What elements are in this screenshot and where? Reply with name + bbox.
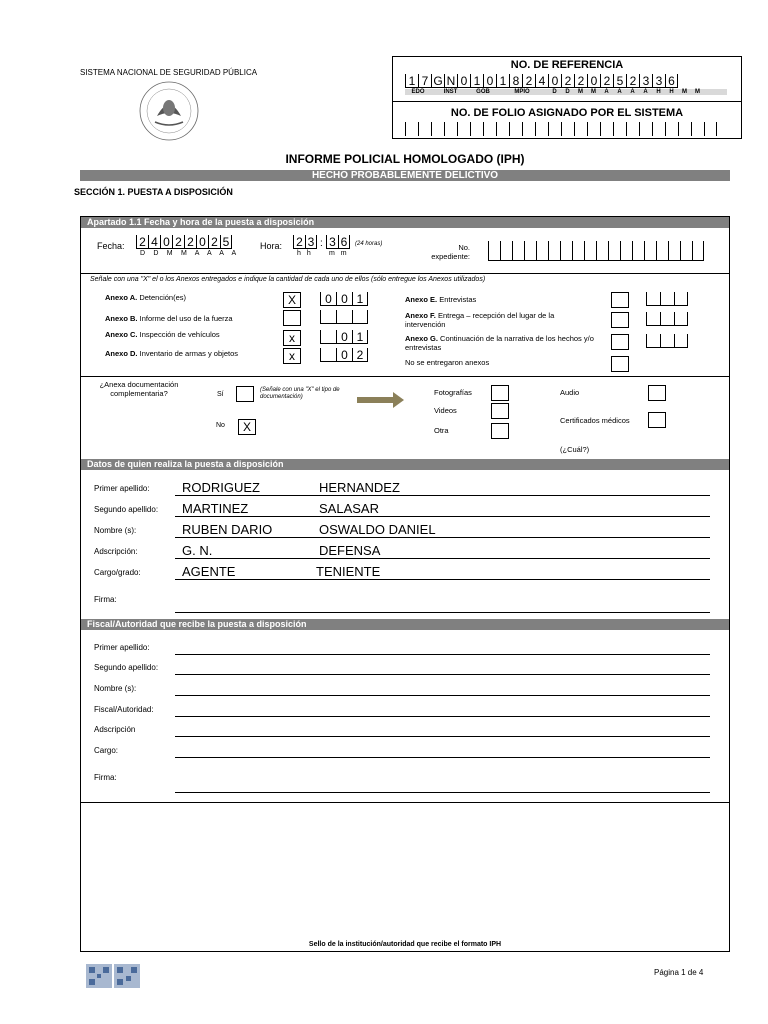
anexo-d-label: Anexo D. Inventario de armas y objetos: [105, 349, 238, 358]
documentacion-si-check[interactable]: [236, 386, 254, 402]
anexo-c-label: Anexo C. Inspección de vehículos: [105, 330, 220, 339]
expediente-cell[interactable]: [536, 241, 548, 261]
anexo-a-label: Anexo A. Detención(es): [105, 293, 187, 302]
anexo-e-label: Anexo E. Entrevistas: [405, 295, 477, 304]
folio-cell[interactable]: [652, 122, 665, 136]
fecha-digit: 0: [196, 235, 208, 249]
reference-digit: 4: [535, 74, 548, 88]
primer-apellido-1: RODRIGUEZ: [182, 480, 260, 495]
folio-cell[interactable]: [444, 122, 457, 136]
expediente-cell[interactable]: [644, 241, 656, 261]
anexo-d-qty[interactable]: 0 2: [320, 348, 368, 362]
hora-hh[interactable]: 2 3: [293, 235, 317, 249]
folio-cell[interactable]: [600, 122, 613, 136]
fecha-sublabel: D D M M A A A A: [140, 250, 240, 257]
reference-digit: 2: [522, 74, 535, 88]
section-title: SECCIÓN 1. PUESTA A DISPOSICIÓN: [74, 187, 233, 197]
folio-cell[interactable]: [587, 122, 600, 136]
expediente-cell[interactable]: [596, 241, 608, 261]
fecha-digit: 2: [136, 235, 148, 249]
page-title: INFORME POLICIAL HOMOLOGADO (IPH): [285, 152, 525, 166]
reference-digit: 6: [665, 74, 678, 88]
folio-cell[interactable]: [431, 122, 444, 136]
hora-label: Hora:: [260, 241, 283, 251]
reference-digit: 2: [626, 74, 639, 88]
folio-cell[interactable]: [613, 122, 626, 136]
reference-digit: 0: [457, 74, 470, 88]
reference-digit: 8: [509, 74, 522, 88]
reference-digit: 2: [600, 74, 613, 88]
hora-note: (24 horas): [355, 241, 383, 247]
apartado-bar: Apartado 1.1 Fecha y hora de la puesta a disposición: [81, 217, 729, 228]
expediente-cell[interactable]: [524, 241, 536, 261]
folio-cell[interactable]: [639, 122, 652, 136]
expediente-cells[interactable]: [488, 241, 704, 261]
anexos-instruction: Señale con una "X" el o los Anexos entregados e indique la cantidad de cada uno de ellos (sólo entregue los Anexos utilizados): [90, 276, 486, 283]
sello-label: Sello de la institución/autoridad que recibe el formato IPH: [308, 941, 502, 948]
folio-cell[interactable]: [457, 122, 470, 136]
documentacion-no-check[interactable]: X: [238, 419, 256, 435]
expediente-cell[interactable]: [560, 241, 572, 261]
expediente-cell[interactable]: [500, 241, 512, 261]
reference-digit: G: [431, 74, 444, 88]
cargo-1: AGENTE: [182, 564, 236, 579]
reference-digit: 7: [418, 74, 431, 88]
reference-digit: 5: [613, 74, 626, 88]
reference-number: [405, 74, 678, 88]
anexo-g-check[interactable]: [611, 334, 629, 350]
documentacion-note: (Señale con una "X" el tipo de documentación): [260, 387, 340, 400]
anexo-f-qty[interactable]: [646, 312, 688, 326]
fecha-digits[interactable]: [136, 235, 232, 249]
anexo-b-qty[interactable]: [320, 310, 368, 324]
reference-digit: N: [444, 74, 457, 88]
expediente-cell[interactable]: [572, 241, 584, 261]
expediente-label: No. expediente:: [431, 243, 470, 261]
folio-cell[interactable]: [691, 122, 704, 136]
reference-sublabels: EDO INST GOB MPIO D D M M A A A A H H M M: [405, 89, 727, 95]
anexo-f-check[interactable]: [611, 312, 629, 328]
reference-digit: 0: [587, 74, 600, 88]
firma-line[interactable]: [175, 612, 710, 613]
fecha-digit: 2: [184, 235, 196, 249]
folio-cell[interactable]: [470, 122, 483, 136]
fiscal-cargo-line[interactable]: [175, 757, 710, 758]
reference-digit: 1: [496, 74, 509, 88]
folio-cell[interactable]: [509, 122, 522, 136]
folio-cell[interactable]: [418, 122, 431, 136]
segundo-apellido-2: SALASAR: [319, 501, 379, 516]
expediente-cell[interactable]: [680, 241, 692, 261]
fiscal-nombre-line[interactable]: [175, 695, 710, 696]
fiscal-autoridad-line[interactable]: [175, 716, 710, 717]
certificados-check[interactable]: [648, 412, 666, 428]
anexo-a-qty[interactable]: 0 0 1: [320, 292, 368, 306]
fotografias-check[interactable]: [491, 385, 509, 401]
reference-digit: 3: [652, 74, 665, 88]
expediente-cell[interactable]: [512, 241, 524, 261]
fiscal-bar: Fiscal/Autoridad que recibe la puesta a disposición: [81, 619, 729, 630]
anexo-none-label: No se entregaron anexos: [405, 358, 490, 367]
audio-check[interactable]: [648, 385, 666, 401]
arrow-right-icon: [357, 392, 405, 408]
anexo-a-check[interactable]: X: [283, 292, 301, 308]
folio-cells[interactable]: [405, 122, 717, 136]
expediente-cell[interactable]: [488, 241, 500, 261]
fecha-digit: 0: [160, 235, 172, 249]
expediente-cell[interactable]: [548, 241, 560, 261]
primer-apellido-2: HERNANDEZ: [319, 480, 400, 495]
folio-cell[interactable]: [574, 122, 587, 136]
anexo-d-check[interactable]: x: [283, 348, 301, 364]
anexo-c-check[interactable]: x: [283, 330, 301, 346]
folio-cell[interactable]: [535, 122, 548, 136]
expediente-cell[interactable]: [632, 241, 644, 261]
anexo-c-qty[interactable]: 0 1: [320, 330, 368, 344]
fecha-digit: 4: [148, 235, 160, 249]
reference-digit: 2: [561, 74, 574, 88]
reference-digit: 3: [639, 74, 652, 88]
qr-code-icon: [86, 964, 140, 988]
reference-box: [392, 56, 742, 139]
fecha-digit: 2: [208, 235, 220, 249]
hora-mm[interactable]: 3 6: [326, 235, 350, 249]
adscripcion-2: DEFENSA: [319, 543, 381, 558]
fecha-label: Fecha:: [97, 241, 125, 251]
cargo-2: TENIENTE: [316, 564, 381, 579]
folio-cell[interactable]: [522, 122, 535, 136]
fiscal-segundo-line[interactable]: [175, 674, 710, 675]
anexo-g-qty[interactable]: [646, 334, 688, 348]
page-number: Página 1 de 4: [654, 968, 704, 977]
expediente-cell[interactable]: [656, 241, 668, 261]
reference-digit: 1: [470, 74, 483, 88]
nombre-1: RUBEN DARIO: [182, 522, 273, 537]
fiscal-firma-line[interactable]: [175, 792, 710, 793]
anexo-b-check[interactable]: [283, 310, 301, 326]
folio-cell[interactable]: [561, 122, 574, 136]
folio-cell[interactable]: [678, 122, 691, 136]
documentacion-question: ¿Anexa documentación complementaria?: [99, 380, 179, 398]
folio-cell[interactable]: [496, 122, 509, 136]
fiscal-adscripcion-line[interactable]: [175, 736, 710, 737]
subtitle-bar: HECHO PROBABLEMENTE DELICTIVO: [80, 170, 730, 181]
fecha-digit: 5: [220, 235, 232, 249]
folio-cell[interactable]: [626, 122, 639, 136]
agency-name: SISTEMA NACIONAL DE SEGURIDAD PÚBLICA: [80, 68, 258, 77]
expediente-cell[interactable]: [668, 241, 680, 261]
folio-cell[interactable]: [665, 122, 678, 136]
national-seal-icon: [135, 80, 203, 142]
anexo-e-check[interactable]: [611, 292, 629, 308]
folio-title: NO. DE FOLIO ASIGNADO POR EL SISTEMA: [450, 107, 684, 119]
reference-digit: 0: [483, 74, 496, 88]
reference-title: NO. DE REFERENCIA: [510, 59, 624, 71]
expediente-cell[interactable]: [692, 241, 704, 261]
anexo-g-label: Anexo G. Continuación de la narrativa de los hechos y/o entrevistas: [405, 334, 594, 352]
anexo-e-qty[interactable]: [646, 292, 688, 306]
quien-bar: Datos de quien realiza la puesta a disposición: [81, 459, 729, 470]
expediente-cell[interactable]: [620, 241, 632, 261]
expediente-cell[interactable]: [584, 241, 596, 261]
reference-digit: 2: [574, 74, 587, 88]
folio-cell[interactable]: [548, 122, 561, 136]
fiscal-primer-line[interactable]: [175, 654, 710, 655]
nombre-2: OSWALDO DANIEL: [319, 522, 436, 537]
anexo-f-label: Anexo F. Entrega – recepción del lugar de la intervención: [405, 311, 555, 329]
videos-check[interactable]: [491, 403, 509, 419]
folio-cell[interactable]: [704, 122, 717, 136]
segundo-apellido-1: MARTINEZ: [182, 501, 249, 516]
adscripcion-1: G. N.: [182, 543, 213, 558]
anexo-b-label: Anexo B. Informe del uso de la fuerza: [105, 314, 233, 323]
reference-digit: 0: [548, 74, 561, 88]
fecha-digit: 2: [172, 235, 184, 249]
reference-digit: 1: [405, 74, 418, 88]
folio-cell[interactable]: [483, 122, 496, 136]
folio-cell[interactable]: [405, 122, 418, 136]
expediente-cell[interactable]: [608, 241, 620, 261]
anexo-none-check[interactable]: [611, 356, 629, 372]
otra-check[interactable]: [491, 423, 509, 439]
